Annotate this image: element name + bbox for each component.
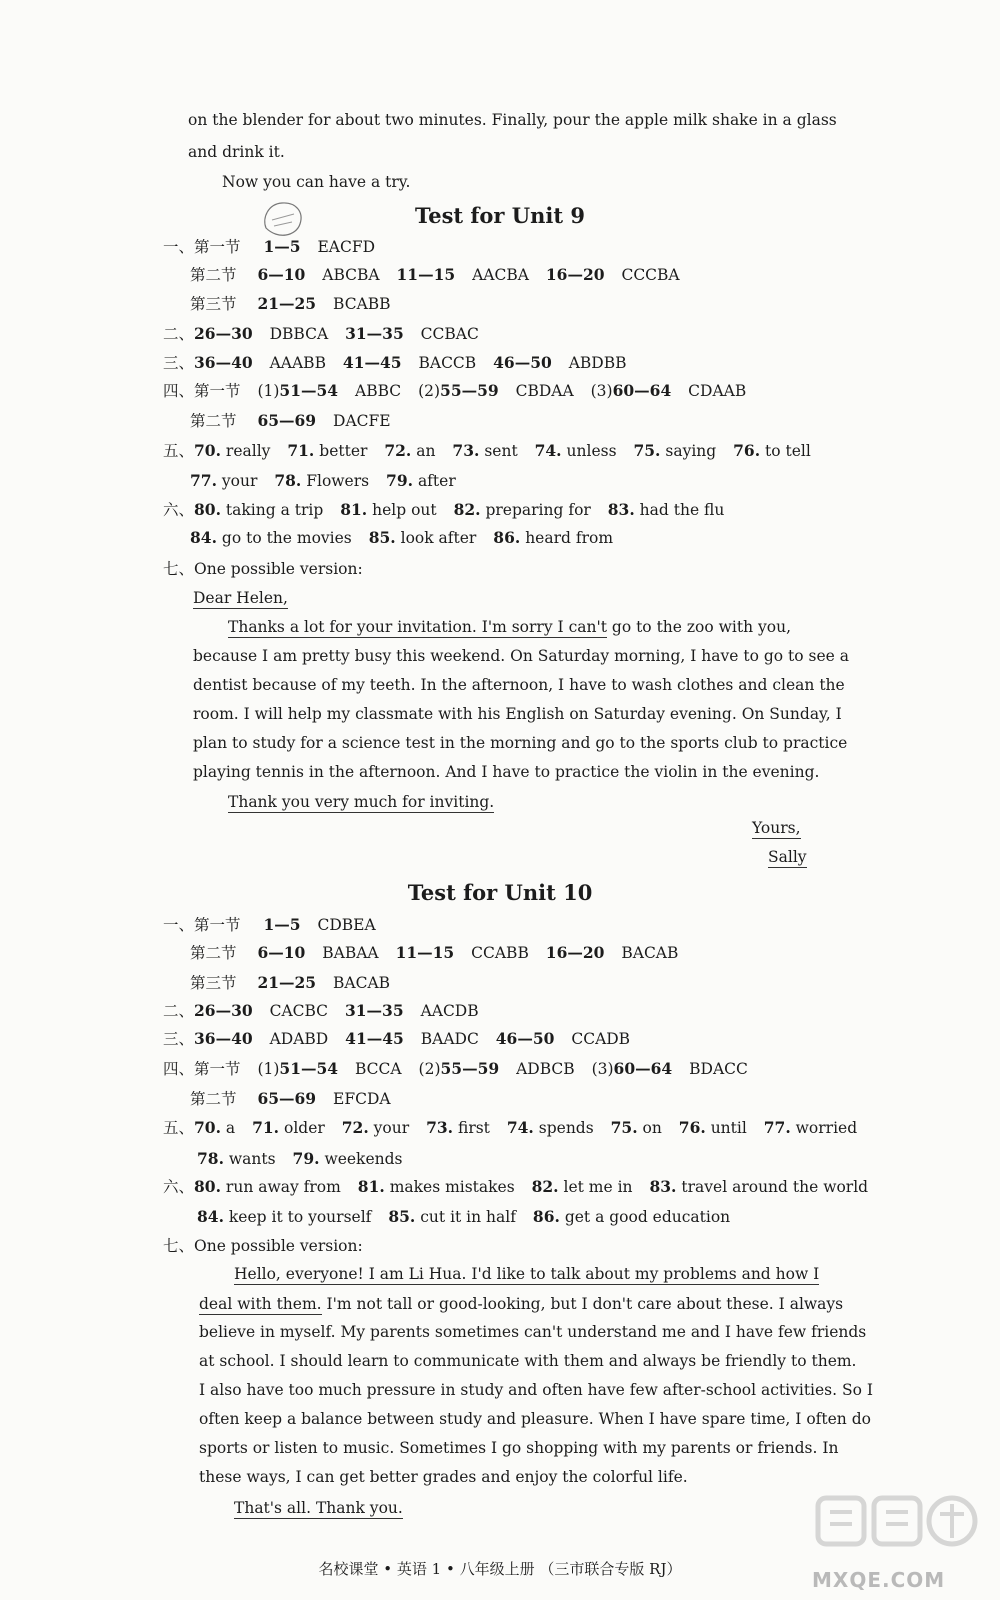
u9-section-7-heading: 七、One possible version:	[163, 560, 363, 578]
u10-speech-line-1: Hello, everyone! I am Li Hua. I'd like to talk about my problems and how I	[234, 1265, 820, 1283]
u9-row-7: 第二节 65—69 DACFE	[190, 411, 391, 430]
u9-row-6: 四、第一节 (1)51—54 ABBC (2)55—59 CBDAA (3)60—64 CDAAB	[163, 381, 747, 400]
u10-speech-line-2: deal with them. I'm not tall or good-looking, but I don't care about these. I always	[199, 1295, 844, 1313]
u9-row-1: 一、第一节 1—5 EACFD	[163, 237, 376, 256]
u10-row-4: 二、26—30 CACBC 31—35 AACDB	[163, 1001, 479, 1020]
u10-speech-line-7: sports or listen to music. Sometimes I go shopping with my parents or friends. In	[199, 1439, 839, 1457]
u10-speech-line-3: believe in myself. My parents sometimes can't understand me and I have few friends	[199, 1323, 867, 1341]
intro-line-1: on the blender for about two minutes. Finally, pour the apple milk shake in a glass	[188, 111, 837, 129]
u9-row-5: 三、36—40 AAABB 41—45 BACCB 46—50 ABDBB	[163, 353, 627, 372]
u10-speech-line-6: often keep a balance between study and pleasure. When I have spare time, I often do	[199, 1410, 871, 1428]
u9-section-5-line-2: 77. your 78. Flowers 79. after	[190, 471, 456, 490]
u10-section-7-heading: 七、One possible version:	[163, 1237, 363, 1255]
u10-row-3: 第三节 21—25 BACAB	[190, 973, 391, 992]
u9-letter-line-1: Thanks a lot for your invitation. I'm sorry I can't go to the zoo with you,	[228, 618, 791, 636]
u10-row-5: 三、36—40 ADABD 41—45 BAADC 46—50 CCADB	[163, 1029, 631, 1048]
u10-section-5-line-1: 五、70. a 71. older 72. your 73. first 74. spends 75. on 76. until 77. worried	[163, 1118, 858, 1137]
u9-row-4: 二、26—30 DBBCA 31—35 CCBAC	[163, 324, 479, 343]
u9-section-5-line-1: 五、70. really 71. better 72. an 73. sent 74. unless 75. saying 76. to tell	[163, 441, 811, 460]
u9-section-6-line-1: 六、80. taking a trip 81. help out 82. preparing for 83. had the flu	[163, 500, 725, 519]
u10-speech-line-5: I also have too much pressure in study and often have few after-school activities. So I	[199, 1381, 873, 1399]
u10-speech-line-4: at school. I should learn to communicate with them and always be friendly to them.	[199, 1352, 857, 1370]
u10-row-7: 第二节 65—69 EFCDA	[190, 1089, 391, 1108]
u10-row-1: 一、第一节 1—5 CDBEA	[163, 915, 376, 934]
u10-speech-line-8: these ways, I can get better grades and enjoy the colorful life.	[199, 1468, 688, 1486]
intro-line-2: and drink it.	[188, 143, 285, 161]
u9-salutation: Dear Helen,	[193, 589, 288, 607]
u9-letter-line-4: room. I will help my classmate with his English on Saturday evening. On Sunday, I	[193, 705, 842, 723]
u9-sign-yours: Yours,	[752, 819, 801, 837]
u10-section-5-line-2: 78. wants 79. weekends	[197, 1149, 403, 1168]
u9-section-6-line-2: 84. go to the movies 85. look after 86. heard from	[190, 528, 614, 547]
u10-row-2: 第二节 6—10 BABAA 11—15 CCABB 16—20 BACAB	[190, 943, 679, 962]
u10-row-6: 四、第一节 (1)51—54 BCCA (2)55—59 ADBCB (3)60—64 BDACC	[163, 1059, 748, 1078]
u9-sign-name: Sally	[768, 848, 807, 866]
watermark-text: MXQE.COM	[812, 1568, 946, 1592]
unit-9-title: Test for Unit 9	[414, 203, 585, 228]
unit-10-title: Test for Unit 10	[407, 880, 593, 905]
u9-closing: Thank you very much for inviting.	[228, 793, 495, 811]
u10-section-6-line-1: 六、80. run away from 81. makes mistakes 82. let me in 83. travel around the world	[163, 1177, 869, 1196]
u9-letter-line-6: playing tennis in the afternoon. And I have to practice the violin in the evening.	[193, 763, 820, 781]
intro-line-3: Now you can have a try.	[222, 173, 411, 191]
u9-letter-line-3: dentist because of my teeth. In the afternoon, I have to wash clothes and clean the	[193, 676, 845, 694]
u10-closing: That's all. Thank you.	[234, 1499, 403, 1517]
u9-row-3: 第三节 21—25 BCABB	[190, 294, 391, 313]
u9-row-2: 第二节 6—10 ABCBA 11—15 AACBA 16—20 CCCBA	[190, 265, 680, 284]
page-footer: 名校课堂 • 英语 1 • 八年级上册 （三市联合专版 RJ）	[318, 1560, 682, 1578]
u9-letter-line-5: plan to study for a science test in the morning and go to the sports club to practice	[193, 734, 848, 752]
u10-section-6-line-2: 84. keep it to yourself 85. cut it in half 86. get a good education	[197, 1207, 731, 1226]
u9-letter-line-2: because I am pretty busy this weekend. On Saturday morning, I have to go to see a	[193, 647, 849, 665]
